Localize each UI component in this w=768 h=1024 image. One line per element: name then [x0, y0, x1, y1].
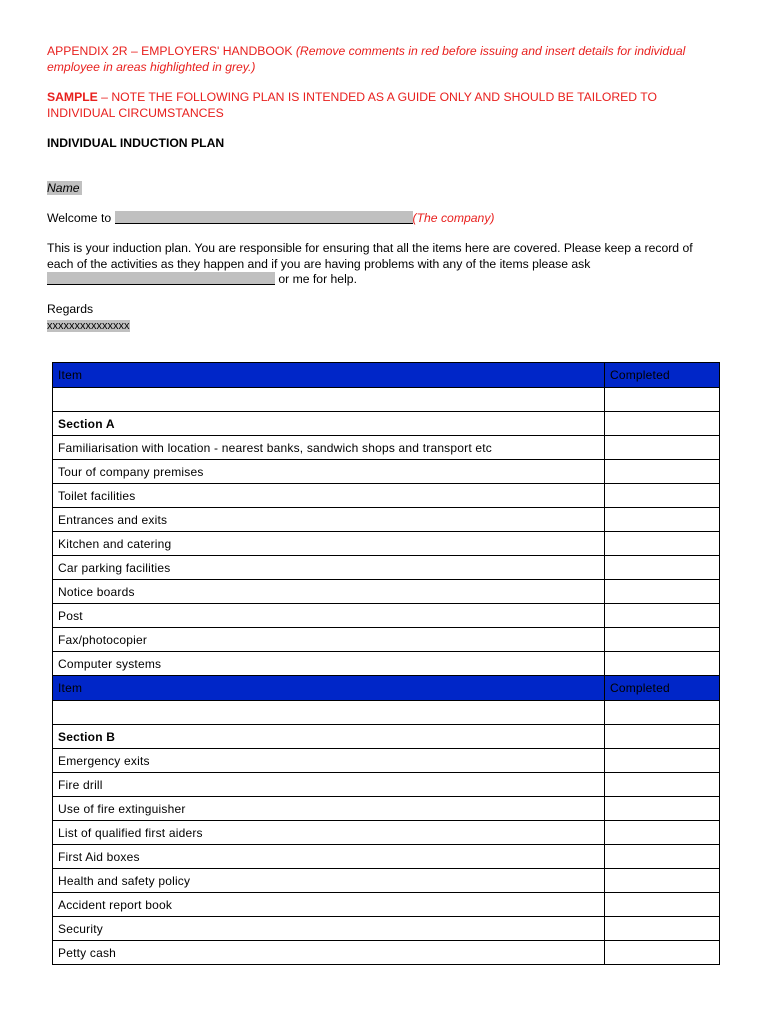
contact-name-field [47, 272, 275, 285]
page-title: INDIVIDUAL INDUCTION PLAN [47, 136, 225, 150]
completed-cell[interactable] [605, 845, 720, 869]
signature-field: xxxxxxxxxxxxxxx [47, 319, 130, 332]
completed-cell[interactable] [605, 701, 720, 725]
item-cell: Familiarisation with location - nearest banks, sandwich shops and transport etc [53, 436, 605, 460]
table-row [53, 917, 720, 941]
item-cell: Accident report book [53, 893, 605, 917]
completed-cell[interactable] [605, 556, 720, 580]
table-header-row [53, 676, 720, 701]
completed-cell[interactable] [605, 532, 720, 556]
table-row [53, 821, 720, 845]
completed-cell[interactable] [605, 484, 720, 508]
section-row [53, 725, 720, 749]
completed-cell[interactable] [605, 388, 720, 412]
table-row [53, 436, 720, 460]
body-suffix: or me for help. [275, 272, 357, 286]
sample-label: SAMPLE [47, 90, 98, 104]
appendix-heading [47, 44, 727, 75]
completed-cell[interactable] [605, 869, 720, 893]
header-completed: Completed [605, 363, 720, 388]
completed-cell[interactable] [605, 460, 720, 484]
section-title: Section A [53, 412, 605, 436]
table-row [53, 652, 720, 676]
item-cell: Fax/photocopier [53, 628, 605, 652]
item-cell: Entrances and exits [53, 508, 605, 532]
appendix-comment: (Remove comments in red before issuing and insert details for individual employee in areas highlighted in grey.) [47, 44, 686, 74]
table-row [53, 869, 720, 893]
appendix-prefix: APPENDIX 2R – EMPLOYERS' HANDBOOK [47, 44, 296, 58]
table-row [53, 628, 720, 652]
completed-cell[interactable] [605, 941, 720, 965]
item-cell: Petty cash [53, 941, 605, 965]
name-field: Name [47, 181, 80, 195]
table-row [53, 580, 720, 604]
induction-paragraph [47, 241, 707, 288]
completed-cell[interactable] [605, 773, 720, 797]
section-a-body [53, 363, 720, 676]
company-name-field [115, 211, 413, 224]
table-header-row [53, 363, 720, 388]
table-row [53, 556, 720, 580]
completed-cell[interactable] [605, 580, 720, 604]
item-cell: Health and safety policy [53, 869, 605, 893]
item-cell: Fire drill [53, 773, 605, 797]
completed-cell[interactable] [605, 893, 720, 917]
table-row [53, 941, 720, 965]
welcome-line [47, 211, 727, 227]
completed-cell[interactable] [605, 725, 720, 749]
item-cell: Post [53, 604, 605, 628]
table-row [53, 893, 720, 917]
header-item: Item [53, 676, 605, 701]
completed-cell[interactable] [605, 436, 720, 460]
header-completed: Completed [605, 676, 720, 701]
welcome-prefix: Welcome to [47, 211, 115, 225]
item-cell: Toilet facilities [53, 484, 605, 508]
sample-note [47, 90, 727, 121]
item-cell: Security [53, 917, 605, 941]
table-row [53, 773, 720, 797]
table-row [53, 460, 720, 484]
item-cell: Car parking facilities [53, 556, 605, 580]
header-item: Item [53, 363, 605, 388]
sample-text: – NOTE THE FOLLOWING PLAN IS INTENDED AS A GUIDE ONLY AND SHOULD BE TAILORED TO INDIVIDUAL CIRCUMSTANCES [47, 90, 657, 120]
item-cell: Kitchen and catering [53, 532, 605, 556]
table-row [53, 388, 720, 412]
section-row [53, 412, 720, 436]
completed-cell[interactable] [605, 821, 720, 845]
item-cell: Tour of company premises [53, 460, 605, 484]
name-line [47, 181, 727, 197]
table-row [53, 845, 720, 869]
completed-cell[interactable] [605, 917, 720, 941]
completed-cell[interactable] [605, 508, 720, 532]
induction-table [52, 362, 720, 965]
item-cell: List of qualified first aiders [53, 821, 605, 845]
item-cell: Emergency exits [53, 749, 605, 773]
item-cell: First Aid boxes [53, 845, 605, 869]
completed-cell[interactable] [605, 797, 720, 821]
table-row [53, 604, 720, 628]
completed-cell[interactable] [605, 412, 720, 436]
completed-cell[interactable] [605, 652, 720, 676]
completed-cell[interactable] [605, 749, 720, 773]
table-row [53, 701, 720, 725]
item-cell: Computer systems [53, 652, 605, 676]
table-row [53, 797, 720, 821]
item-cell: Notice boards [53, 580, 605, 604]
completed-cell[interactable] [605, 628, 720, 652]
table-row [53, 749, 720, 773]
table-row [53, 484, 720, 508]
company-note: (The company) [412, 211, 495, 225]
section-b-body [53, 676, 720, 965]
blank-cell [53, 701, 605, 725]
section-title: Section B [53, 725, 605, 749]
body-text: This is your induction plan. You are responsible for ensuring that all the items here are covered. Please keep a record of each of the activities as they happen and if you are having problems with any of the items please ask [47, 241, 693, 271]
blank-cell [53, 388, 605, 412]
regards-block [47, 302, 727, 334]
item-cell: Use of fire extinguisher [53, 797, 605, 821]
table-row [53, 532, 720, 556]
regards-text: Regards [47, 302, 94, 316]
completed-cell[interactable] [605, 604, 720, 628]
table-row [53, 508, 720, 532]
